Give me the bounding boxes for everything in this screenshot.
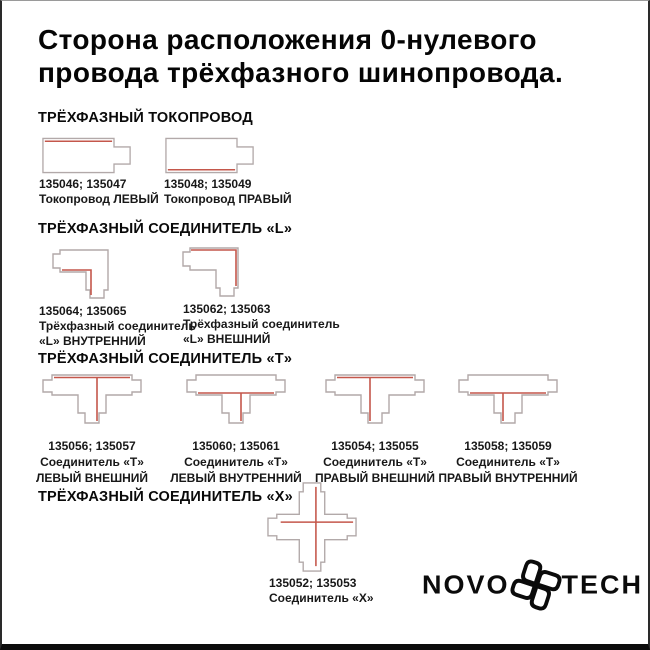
article-codes: 135062; 135063 [183, 302, 271, 316]
figure-connector-l-inner [52, 244, 114, 302]
figure-connector-l-outer [182, 242, 244, 300]
article-codes: 135060; 135061 [192, 439, 280, 453]
novotech-logo [422, 557, 643, 613]
figure-caption [39, 177, 159, 207]
figure-name: Соединитель «Т» [184, 455, 288, 469]
section-heading-t-connector: ТРЁХФАЗНЫЙ СОЕДИНИТЕЛЬ «Т» [38, 351, 293, 367]
page-title-line2: провода трёхфазного шинопровода. [38, 57, 564, 88]
figure-variant: «L» ВНЕШНИЙ [183, 332, 271, 346]
figure-connector-t-left-inner [186, 371, 286, 429]
logo-text-tech: TECH [561, 570, 643, 599]
article-codes: 135052; 135053 [269, 576, 357, 590]
article-codes: 135056; 135057 [48, 439, 136, 453]
figure-name: Трёхфазный соединитель [39, 319, 196, 333]
figure-caption [183, 302, 340, 347]
figure-connector-t-left-outer [42, 371, 142, 429]
article-codes: 135048; 135049 [164, 177, 252, 191]
figure-caption [164, 177, 292, 207]
figure-name: Соединитель «Т» [40, 455, 144, 469]
novotech-flower-icon [510, 557, 562, 613]
figure-connector-t-right-inner [458, 371, 558, 429]
figure-variant: ЛЕВЫЙ ВНУТРЕННИЙ [170, 471, 302, 485]
figure-name: Соединитель «Х» [269, 591, 374, 605]
figure-caption [39, 304, 196, 349]
figure-name: Токопровод ПРАВЫЙ [164, 192, 292, 206]
figure-connector-t-right-outer [325, 371, 425, 429]
page-title-line1: Сторона расположения 0-нулевого [38, 24, 537, 55]
figure-caption [161, 438, 311, 486]
article-codes: 135046; 135047 [39, 177, 127, 191]
figure-caption [269, 576, 374, 606]
figure-connector-x [267, 482, 357, 572]
figure-caption [17, 438, 167, 486]
figure-name: Соединитель «Т» [323, 455, 427, 469]
figure-variant: ПРАВЫЙ ВНЕШНИЙ [315, 471, 435, 485]
logo-text-novo: NOVO [421, 570, 510, 599]
figure-name: Трёхфазный соединитель [183, 317, 340, 331]
figure-name: Токопровод ЛЕВЫЙ [39, 192, 159, 206]
figure-variant: «L» ВНУТРЕННИЙ [39, 334, 146, 348]
figure-variant: ЛЕВЫЙ ВНЕШНИЙ [35, 471, 149, 485]
figure-track-right [165, 137, 255, 174]
figure-caption [300, 438, 450, 486]
article-codes: 135064; 135065 [39, 304, 127, 318]
page-title [38, 23, 563, 89]
section-heading-x-connector: ТРЁХФАЗНЫЙ СОЕДИНИТЕЛЬ «Х» [38, 489, 293, 505]
figure-variant: ПРАВЫЙ ВНУТРЕННИЙ [438, 471, 578, 485]
article-codes: 135054; 135055 [331, 439, 419, 453]
section-heading-track: ТРЁХФАЗНЫЙ ТОКОПРОВОД [38, 110, 253, 126]
article-codes: 135058; 135059 [464, 439, 552, 453]
section-heading-l-connector: ТРЁХФАЗНЫЙ СОЕДИНИТЕЛЬ «L» [38, 221, 293, 237]
figure-track-left [42, 137, 132, 174]
figure-name: Соединитель «Т» [456, 455, 560, 469]
figure-caption [433, 438, 583, 486]
